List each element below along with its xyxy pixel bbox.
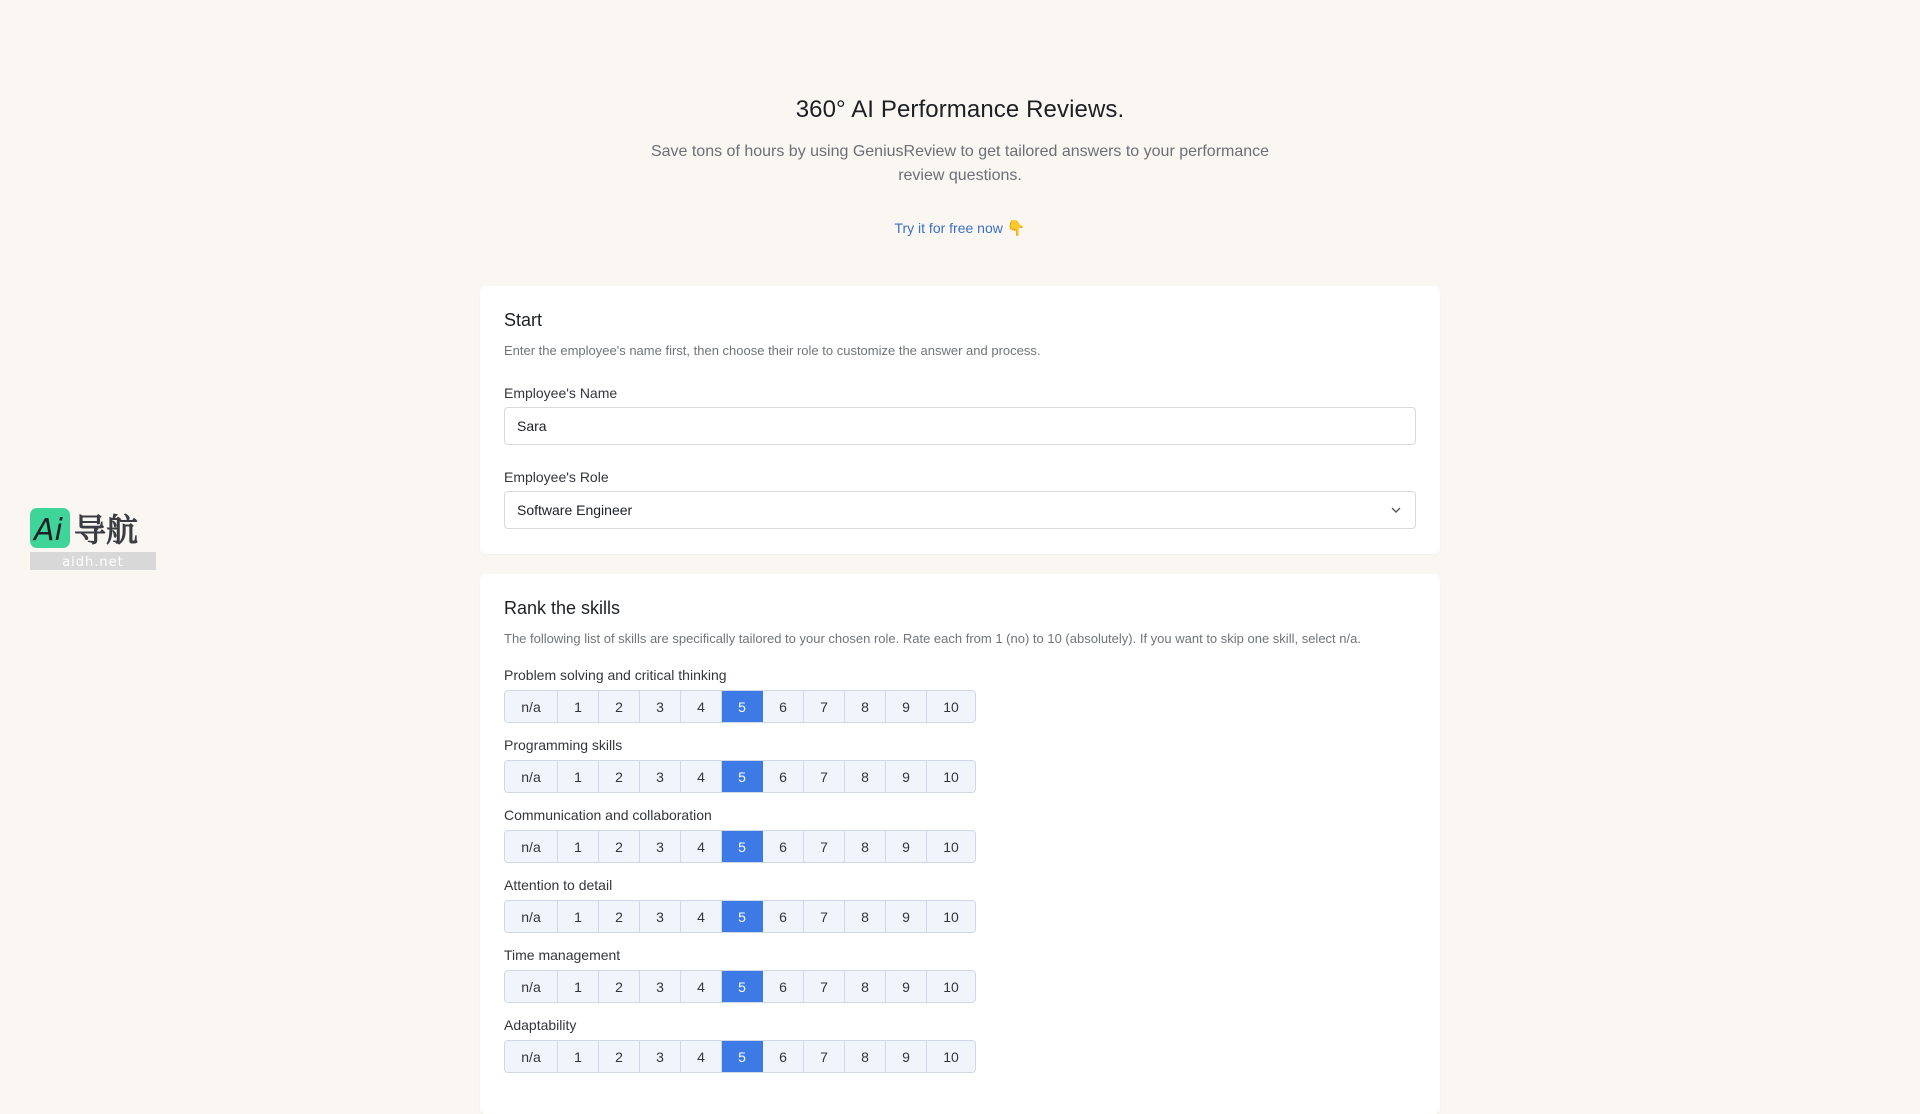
rating-option-na[interactable]: n/a [505, 831, 558, 862]
skill-row [504, 947, 1416, 1003]
rating-option-8[interactable]: 8 [845, 761, 886, 792]
rating-option-5[interactable]: 5 [722, 1041, 763, 1072]
rating-option-7[interactable]: 7 [804, 691, 845, 722]
rating-option-9[interactable]: 9 [886, 1041, 927, 1072]
rank-skills-card [480, 574, 1440, 1114]
rating-option-5[interactable]: 5 [722, 691, 763, 722]
rating-option-4[interactable]: 4 [681, 761, 722, 792]
rating-option-1[interactable]: 1 [558, 761, 599, 792]
employee-role-select[interactable] [504, 491, 1416, 529]
rating-option-na[interactable]: n/a [505, 761, 558, 792]
rating-group [504, 690, 976, 723]
rating-option-3[interactable]: 3 [640, 901, 681, 932]
skills-list [504, 667, 1416, 1073]
aidh-logo [30, 508, 156, 574]
rating-option-2[interactable]: 2 [599, 971, 640, 1002]
rating-option-3[interactable]: 3 [640, 761, 681, 792]
rating-option-1[interactable]: 1 [558, 1041, 599, 1072]
rating-option-10[interactable]: 10 [927, 901, 975, 932]
rating-option-6[interactable]: 6 [763, 691, 804, 722]
rating-option-8[interactable]: 8 [845, 901, 886, 932]
rating-option-9[interactable]: 9 [886, 901, 927, 932]
skill-label: Programming skills [504, 737, 623, 753]
rating-option-4[interactable]: 4 [681, 691, 722, 722]
skill-row [504, 737, 1416, 793]
employee-role-value: Software Engineer [517, 502, 633, 518]
rating-option-3[interactable]: 3 [640, 971, 681, 1002]
rating-option-10[interactable]: 10 [927, 761, 975, 792]
skill-row [504, 1017, 1416, 1073]
cta-label: Try it for free now [894, 220, 1003, 236]
rating-option-1[interactable]: 1 [558, 901, 599, 932]
rating-option-9[interactable]: 9 [886, 691, 927, 722]
rating-option-2[interactable]: 2 [599, 901, 640, 932]
rating-option-10[interactable]: 10 [927, 1041, 975, 1072]
employee-name-input[interactable] [504, 407, 1416, 445]
rating-group [504, 900, 976, 933]
rating-option-9[interactable]: 9 [886, 761, 927, 792]
rating-option-10[interactable]: 10 [927, 831, 975, 862]
rating-option-9[interactable]: 9 [886, 971, 927, 1002]
rating-option-5[interactable]: 5 [722, 761, 763, 792]
rating-option-5[interactable]: 5 [722, 831, 763, 862]
rating-option-6[interactable]: 6 [763, 761, 804, 792]
rating-group [504, 830, 976, 863]
start-title: Start [504, 310, 543, 330]
skill-label: Adaptability [504, 1017, 577, 1033]
rating-option-1[interactable]: 1 [558, 831, 599, 862]
chevron-down-icon [1389, 503, 1403, 517]
rating-option-3[interactable]: 3 [640, 691, 681, 722]
rating-option-2[interactable]: 2 [599, 691, 640, 722]
rating-option-na[interactable]: n/a [505, 1041, 558, 1072]
rating-option-7[interactable]: 7 [804, 831, 845, 862]
rank-description: The following list of skills are specifically tailored to your chosen role. Rate each from 1 (no) to 10 (absolutely). If you want to skip one skill, select n/a. [504, 631, 1361, 646]
rating-option-10[interactable]: 10 [927, 971, 975, 1002]
rating-option-10[interactable]: 10 [927, 691, 975, 722]
try-free-link[interactable] [894, 219, 1025, 237]
rating-group [504, 760, 976, 793]
rating-option-7[interactable]: 7 [804, 1041, 845, 1072]
rating-option-4[interactable]: 4 [681, 831, 722, 862]
employee-role-label: Employee's Role [504, 469, 609, 485]
rating-option-7[interactable]: 7 [804, 971, 845, 1002]
rating-option-2[interactable]: 2 [599, 1041, 640, 1072]
rating-option-6[interactable]: 6 [763, 831, 804, 862]
page-title: 360° AI Performance Reviews. [795, 96, 1125, 123]
rating-option-1[interactable]: 1 [558, 971, 599, 1002]
start-description: Enter the employee's name first, then choose their role to customize the answer and process. [504, 343, 1041, 358]
rating-option-na[interactable]: n/a [505, 901, 558, 932]
rating-group [504, 1040, 976, 1073]
skill-label: Attention to detail [504, 877, 613, 893]
rating-option-6[interactable]: 6 [763, 901, 804, 932]
rating-option-3[interactable]: 3 [640, 1041, 681, 1072]
skill-row [504, 877, 1416, 933]
svg-text:Ai: Ai [34, 513, 63, 548]
rating-option-8[interactable]: 8 [845, 971, 886, 1002]
rating-option-5[interactable]: 5 [722, 901, 763, 932]
rating-option-1[interactable]: 1 [558, 691, 599, 722]
page-subtitle: Save tons of hours by using GeniusReview to get tailored answers to your performance review questions. [650, 143, 1270, 184]
rating-option-6[interactable]: 6 [763, 971, 804, 1002]
rating-option-9[interactable]: 9 [886, 831, 927, 862]
skill-row [504, 807, 1416, 863]
rating-option-8[interactable]: 8 [845, 691, 886, 722]
rating-option-7[interactable]: 7 [804, 901, 845, 932]
rating-option-2[interactable]: 2 [599, 831, 640, 862]
skill-label: Communication and collaboration [504, 807, 712, 823]
svg-text:导航: 导航 [74, 511, 139, 549]
rating-option-4[interactable]: 4 [681, 971, 722, 1002]
pointing-down-icon: 👇 [1006, 220, 1026, 237]
skill-label: Time management [504, 947, 621, 963]
rating-option-na[interactable]: n/a [505, 971, 558, 1002]
rating-option-8[interactable]: 8 [845, 831, 886, 862]
rating-option-4[interactable]: 4 [681, 901, 722, 932]
hero-section [0, 96, 1920, 238]
rank-title: Rank the skills [504, 598, 621, 618]
svg-text:aidh.net: aidh.net [62, 555, 124, 570]
rating-option-na[interactable]: n/a [505, 691, 558, 722]
employee-name-label: Employee's Name [504, 385, 618, 401]
rating-option-4[interactable]: 4 [681, 1041, 722, 1072]
skill-row [504, 667, 1416, 723]
rating-option-7[interactable]: 7 [804, 761, 845, 792]
rating-option-3[interactable]: 3 [640, 831, 681, 862]
rating-option-2[interactable]: 2 [599, 761, 640, 792]
rating-option-5[interactable]: 5 [722, 971, 763, 1002]
rating-group [504, 970, 976, 1003]
rating-option-6[interactable]: 6 [763, 1041, 804, 1072]
skill-label: Problem solving and critical thinking [504, 667, 727, 683]
start-card [480, 286, 1440, 554]
rating-option-8[interactable]: 8 [845, 1041, 886, 1072]
